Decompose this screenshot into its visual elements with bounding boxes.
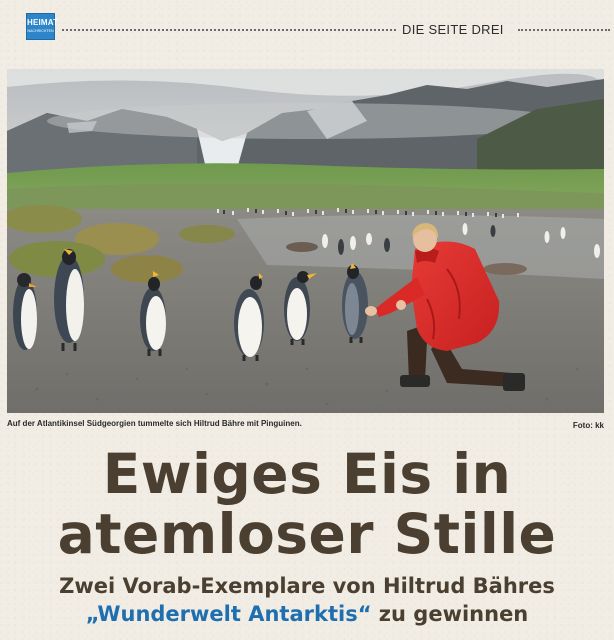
subheadline-line-1: Zwei Vorab-Exemplare von Hiltrud Bähres [59, 574, 555, 598]
section-label: DIE SEITE DREI [402, 22, 504, 37]
photo-credit: Foto: kk [572, 421, 604, 430]
headline-line-2: atemloser Stille [57, 502, 557, 566]
heimat-logo [26, 13, 59, 40]
photo-caption: Auf der Atlantikinsel Südgeorgien tummelte sich Hiltrud Bähre mit Pinguinen. [7, 419, 302, 428]
penguin-photo [7, 69, 604, 413]
headline-line-1: Ewiges Eis in [102, 442, 512, 506]
header-divider-left [62, 29, 396, 31]
subheadline-line-2-rest: zu gewinnen [371, 602, 529, 626]
logo-sub-text: NACHRICHTEN [27, 29, 54, 33]
subheadline-line-2 [0, 602, 614, 626]
book-title: „Wunderwelt Antarktis“ [85, 602, 372, 626]
header-divider-right [518, 29, 610, 31]
logo-main-text: HEIMAT [27, 18, 59, 27]
